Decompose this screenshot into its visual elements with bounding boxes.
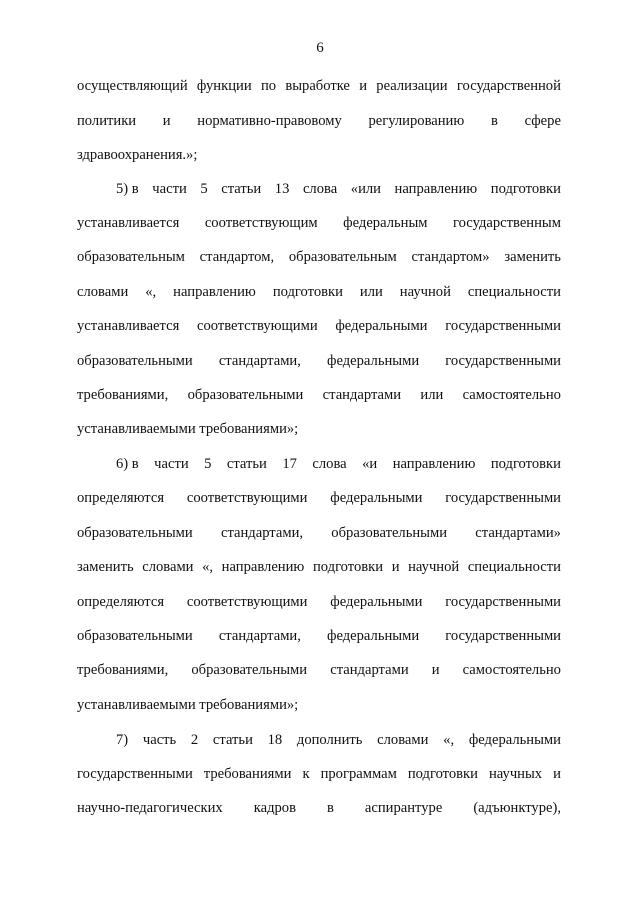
word: федеральными: [335, 318, 428, 334]
word: 2: [190, 732, 199, 748]
word: 13: [274, 181, 290, 197]
word: заменить: [504, 249, 561, 265]
word: направлению: [173, 284, 256, 300]
word: к: [302, 766, 310, 782]
word: образовательными: [187, 387, 304, 403]
word: «,: [443, 732, 455, 748]
word: «и: [362, 456, 378, 472]
text-line: [77, 248, 561, 266]
word: требованиями: [203, 766, 292, 782]
text-line: [77, 112, 561, 130]
page-number: 6: [316, 40, 324, 56]
word: и: [553, 766, 561, 782]
word: государственными: [77, 766, 193, 782]
word: или: [420, 387, 444, 403]
word: регулированию: [368, 113, 465, 129]
word: стандартом»: [411, 249, 490, 265]
word: федеральными: [330, 594, 423, 610]
word: федеральными: [326, 628, 420, 644]
word: части: [154, 456, 189, 472]
word: соответствующим: [204, 215, 318, 231]
word: «,: [145, 284, 157, 300]
text-line: [116, 731, 561, 749]
word: часть: [142, 732, 177, 748]
text-line: здравоохранения.»;: [77, 147, 198, 163]
word: и: [431, 662, 440, 678]
word: подготовки: [272, 284, 343, 300]
word: требованиями,: [77, 662, 169, 678]
word: стандартами,: [220, 525, 304, 541]
word: политики: [77, 113, 137, 129]
word: направлению: [221, 559, 305, 575]
word: образовательными: [77, 628, 193, 644]
word: выработке: [285, 78, 350, 94]
word: слова: [312, 456, 347, 472]
word: 5) в: [116, 181, 139, 197]
word: «или: [350, 181, 381, 197]
word: осуществляющий: [77, 78, 188, 94]
text-line: [77, 558, 561, 576]
word: устанавливается: [77, 318, 180, 334]
word: требованиями,: [77, 387, 169, 403]
text-line: [116, 180, 561, 198]
word: соответствующими: [197, 318, 318, 334]
word: стандартами: [330, 662, 409, 678]
word: стандартами»: [475, 525, 561, 541]
word: кадров: [253, 800, 296, 816]
word: стандартами: [322, 387, 402, 403]
word: федеральными: [326, 353, 420, 369]
text-line: [77, 489, 561, 507]
word: государственным: [453, 215, 561, 231]
word: федеральными: [330, 490, 423, 506]
word: государственными: [445, 594, 561, 610]
word: 5: [200, 181, 208, 197]
text-line: [77, 799, 561, 817]
word: аспирантуре: [364, 800, 443, 816]
word: 5: [204, 456, 212, 472]
word: самостоятельно: [462, 662, 561, 678]
word: образовательными: [77, 525, 193, 541]
word: подготовки: [407, 766, 478, 782]
word: 17: [282, 456, 297, 472]
text-line: [77, 283, 561, 301]
word: в: [490, 113, 498, 129]
word: соответствующими: [186, 594, 308, 610]
word: государственными: [445, 490, 561, 506]
word: реализации: [376, 78, 448, 94]
word: и: [391, 559, 400, 575]
text-line: [77, 765, 561, 783]
text-line: устанавливаемыми требованиями»;: [77, 697, 299, 713]
word: соответствующими: [186, 490, 308, 506]
word: образовательным: [77, 249, 185, 265]
word: функции: [196, 78, 252, 94]
word: словами: [142, 559, 194, 575]
text-line: [77, 627, 561, 645]
word: 6) в: [116, 456, 139, 472]
word: образовательным: [288, 249, 397, 265]
text-line: [77, 352, 561, 370]
word: нормативно-правовому: [197, 113, 342, 129]
word: специальности: [467, 284, 561, 300]
word: статьи: [212, 732, 253, 748]
word: программам: [320, 766, 397, 782]
word: стандартами,: [218, 628, 301, 644]
text-line: [77, 593, 561, 611]
word: и: [359, 78, 368, 94]
word: направлению: [392, 456, 476, 472]
word: подготовки: [490, 456, 561, 472]
word: образовательными: [331, 525, 448, 541]
word: образовательными: [77, 353, 193, 369]
word: словами: [77, 284, 129, 300]
text-line: устанавливаемыми требованиями»;: [77, 421, 299, 437]
word: стандартами,: [218, 353, 301, 369]
word: образовательными: [191, 662, 308, 678]
word: определяются: [77, 490, 165, 506]
word: научных: [489, 766, 543, 782]
text-line: [77, 214, 561, 232]
word: подготовки: [490, 181, 561, 197]
word: слова: [302, 181, 338, 197]
word: государственными: [445, 318, 561, 334]
word: определяются: [77, 594, 165, 610]
text-line: [77, 386, 561, 404]
word: (адъюнктуре),: [473, 800, 561, 816]
word: самостоятельно: [462, 387, 561, 403]
word: научной: [399, 284, 451, 300]
word: подготовки: [312, 559, 384, 575]
word: словами: [377, 732, 429, 748]
word: 18: [267, 732, 283, 748]
word: государственной: [456, 78, 561, 94]
word: или: [359, 284, 383, 300]
word: устанавливается: [77, 215, 180, 231]
word: в: [326, 800, 334, 816]
word: по: [260, 78, 277, 94]
word: федеральным: [343, 215, 428, 231]
word: сфере: [524, 113, 561, 129]
word: части: [152, 181, 187, 197]
word: заменить: [77, 559, 134, 575]
word: научно-педагогических: [77, 800, 223, 816]
text-line: [77, 524, 561, 542]
word: научной: [408, 559, 460, 575]
text-line: [77, 77, 561, 95]
word: стандартом,: [199, 249, 275, 265]
word: статьи: [221, 181, 262, 197]
text-line: [77, 661, 561, 679]
text-line: [116, 455, 561, 473]
word: дополнить: [296, 732, 363, 748]
word: федеральными: [468, 732, 561, 748]
word: направлению: [394, 181, 478, 197]
word: и: [162, 113, 171, 129]
word: государственными: [445, 628, 561, 644]
word: 7): [116, 732, 129, 748]
word: статьи: [226, 456, 267, 472]
word: специальности: [467, 559, 561, 575]
word: государственными: [445, 353, 561, 369]
text-line: [77, 317, 561, 335]
word: «,: [202, 559, 214, 575]
